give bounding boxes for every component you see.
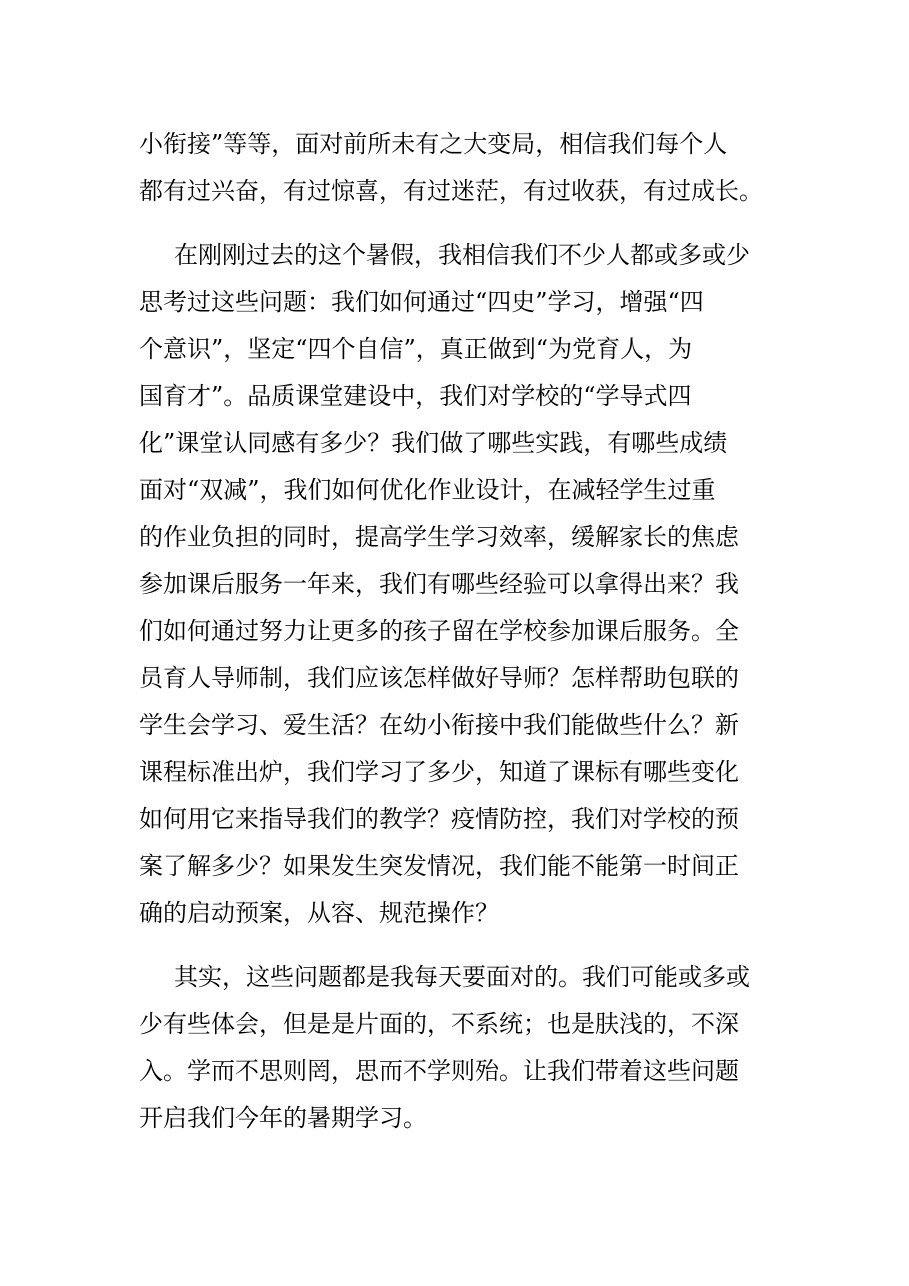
paragraph-2-line-7: 的作业负担的同时，提高学生学习效率，缓解家长的焦虑 xyxy=(139,523,739,551)
paragraph-2-line-1: 在刚刚过去的这个暑假，我相信我们不少人都或多或少 xyxy=(174,241,750,269)
paragraph-2-line-14: 案了解多少？如果发生突发情况，我们能不能第一时间正 xyxy=(139,852,739,880)
paragraph-1-line-1: 小衔接”等等，面对前所未有之大变局，相信我们每个人 xyxy=(139,130,728,158)
paragraph-2-line-15: 确的启动预案，从容、规范操作？ xyxy=(139,899,499,927)
paragraph-2-line-10: 员育人导师制，我们应该怎样做好导师？怎样帮助包联的 xyxy=(139,664,739,692)
paragraph-2-line-5: 化”课堂认同感有多少？我们做了哪些实践，有哪些成绩 xyxy=(139,429,728,457)
paragraph-1-line-2: 都有过兴奋，有过惊喜，有过迷茫，有过收获，有过成长。 xyxy=(139,177,763,205)
paragraph-3-line-4: 开启我们今年的暑期学习。 xyxy=(139,1104,427,1132)
paragraph-2-line-2: 思考过这些问题：我们如何通过“四史”学习，增强“四 xyxy=(139,288,704,316)
paragraph-2-line-9: 们如何通过努力让更多的孩子留在学校参加课后服务。全 xyxy=(139,617,739,645)
paragraph-2-line-3: 个意识”，坚定“四个自信”，真正做到“为党育人，为 xyxy=(139,335,693,363)
paragraph-3-line-3: 入。学而不思则罔，思而不学则殆。让我们带着这些问题 xyxy=(139,1057,739,1085)
paragraph-3-line-1: 其实，这些问题都是我每天要面对的。我们可能或多或 xyxy=(174,963,750,991)
paragraph-2-line-13: 如何用它来指导我们的教学？疫情防控，我们对学校的预 xyxy=(139,805,739,833)
paragraph-2-line-6: 面对“双减”，我们如何优化作业设计，在减轻学生过重 xyxy=(139,476,716,504)
paragraph-2-line-12: 课程标准出炉，我们学习了多少，知道了课标有哪些变化 xyxy=(139,758,739,786)
paragraph-2-line-4: 国育才”。品质课堂建设中，我们对学校的“学导式四 xyxy=(139,382,692,410)
paragraph-2-line-8: 参加课后服务一年来，我们有哪些经验可以拿得出来？我 xyxy=(139,570,739,598)
paragraph-3-line-2: 少有些体会，但是是片面的，不系统；也是肤浅的，不深 xyxy=(139,1010,739,1038)
paragraph-2-line-11: 学生会学习、爱生活？在幼小衔接中我们能做些什么？新 xyxy=(139,711,739,739)
